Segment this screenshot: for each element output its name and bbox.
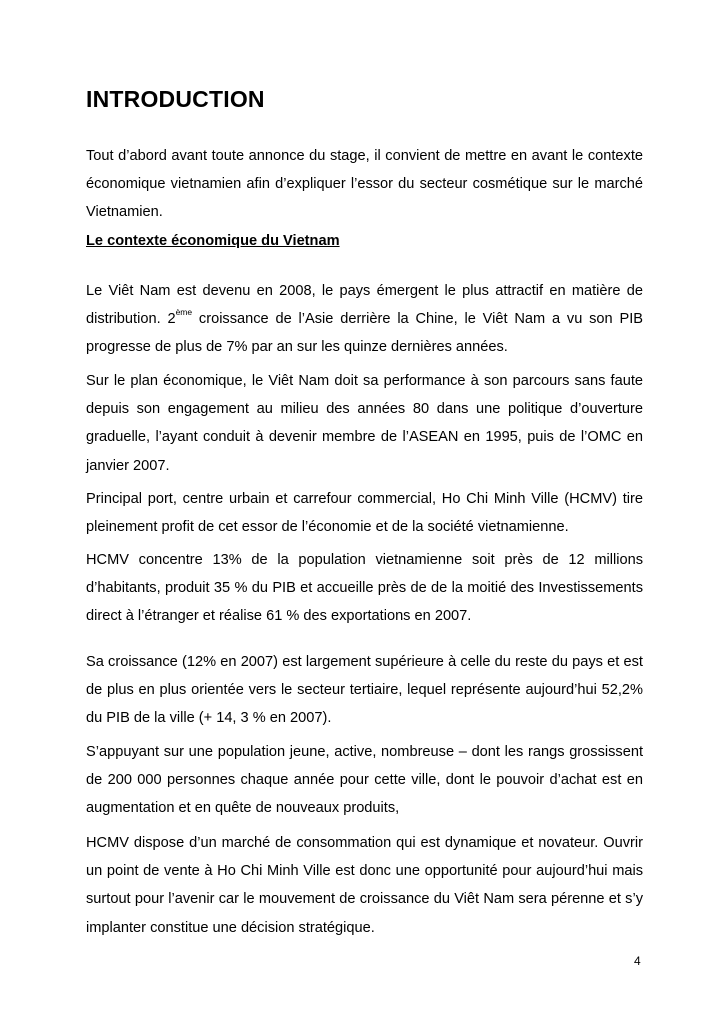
paragraph-hcmv-population: HCMV concentre 13% de la population vietnamienne soit près de 12 millions d’habitants, produit 35 % du PIB et accueille près de de la moitié des Investissements direct à l’étranger et réalise 61 % des exportations en 2007. — [86, 552, 643, 625]
paragraph-hcmv-growth: Sa croissance (12% en 2007) est largement supérieure à celle du reste du pays et est de plus en plus orientée vers le secteur tertiaire, lequel représente aujourd’hui 52,2% du PIB de la ville (+ 14, 3 % en 2007). — [86, 654, 643, 727]
paragraph-text: Le Viêt Nam est devenu en 2008, le pays émergent le plus attractif en matière de distribution. 2 — [86, 283, 643, 328]
paragraph-vietnam-growth — [86, 277, 643, 362]
page-title: INTRODUCTION — [86, 86, 265, 112]
paragraph-hcmv-market: HCMV dispose d’un marché de consommation qui est dynamique et novateur. Ouvrir un point de vente à Ho Chi Minh Ville est donc une opportunité pour aujourd’hui mais surtout pour l’avenir car le mouvement de croissance du Viêt Nam sera pérenne et s’y implanter constitue une décision stratégique. — [86, 835, 643, 936]
paragraph-economic-plan: Sur le plan économique, le Viêt Nam doit sa performance à son parcours sans faute depuis son engagement au milieu des années 80 dans une politique d’ouverture graduelle, l’ayant conduit à devenir membre de l’ASEAN en 1995, puis de l’OMC en janvier 2007. — [86, 373, 643, 474]
section-heading: Le contexte économique du Vietnam — [86, 233, 340, 249]
superscript-text: ème — [175, 307, 193, 318]
paragraph-hcmv-port: Principal port, centre urbain et carrefour commercial, Ho Chi Minh Ville (HCMV) tire pleinement profit de cet essor de l’économie et de la société vietnamienne. — [86, 491, 643, 536]
paragraph-text: croissance de l’Asie derrière la Chine, le Viêt Nam a vu son PIB progresse de plus de 7% par an sur les quinze dernières années. — [86, 311, 643, 356]
intro-paragraph: Tout d’abord avant toute annonce du stage, il convient de mettre en avant le contexte économique vietnamien afin d’expliquer l’essor du secteur cosmétique sur le marché Vietnamien. — [86, 148, 643, 221]
paragraph-young-population: S’appuyant sur une population jeune, active, nombreuse – dont les rangs grossissent de 200 000 personnes chaque année pour cette ville, dont le pouvoir d’achat est en augmentation et en quête de nouveaux produits, — [86, 744, 643, 817]
page-number: 4 — [634, 954, 641, 968]
